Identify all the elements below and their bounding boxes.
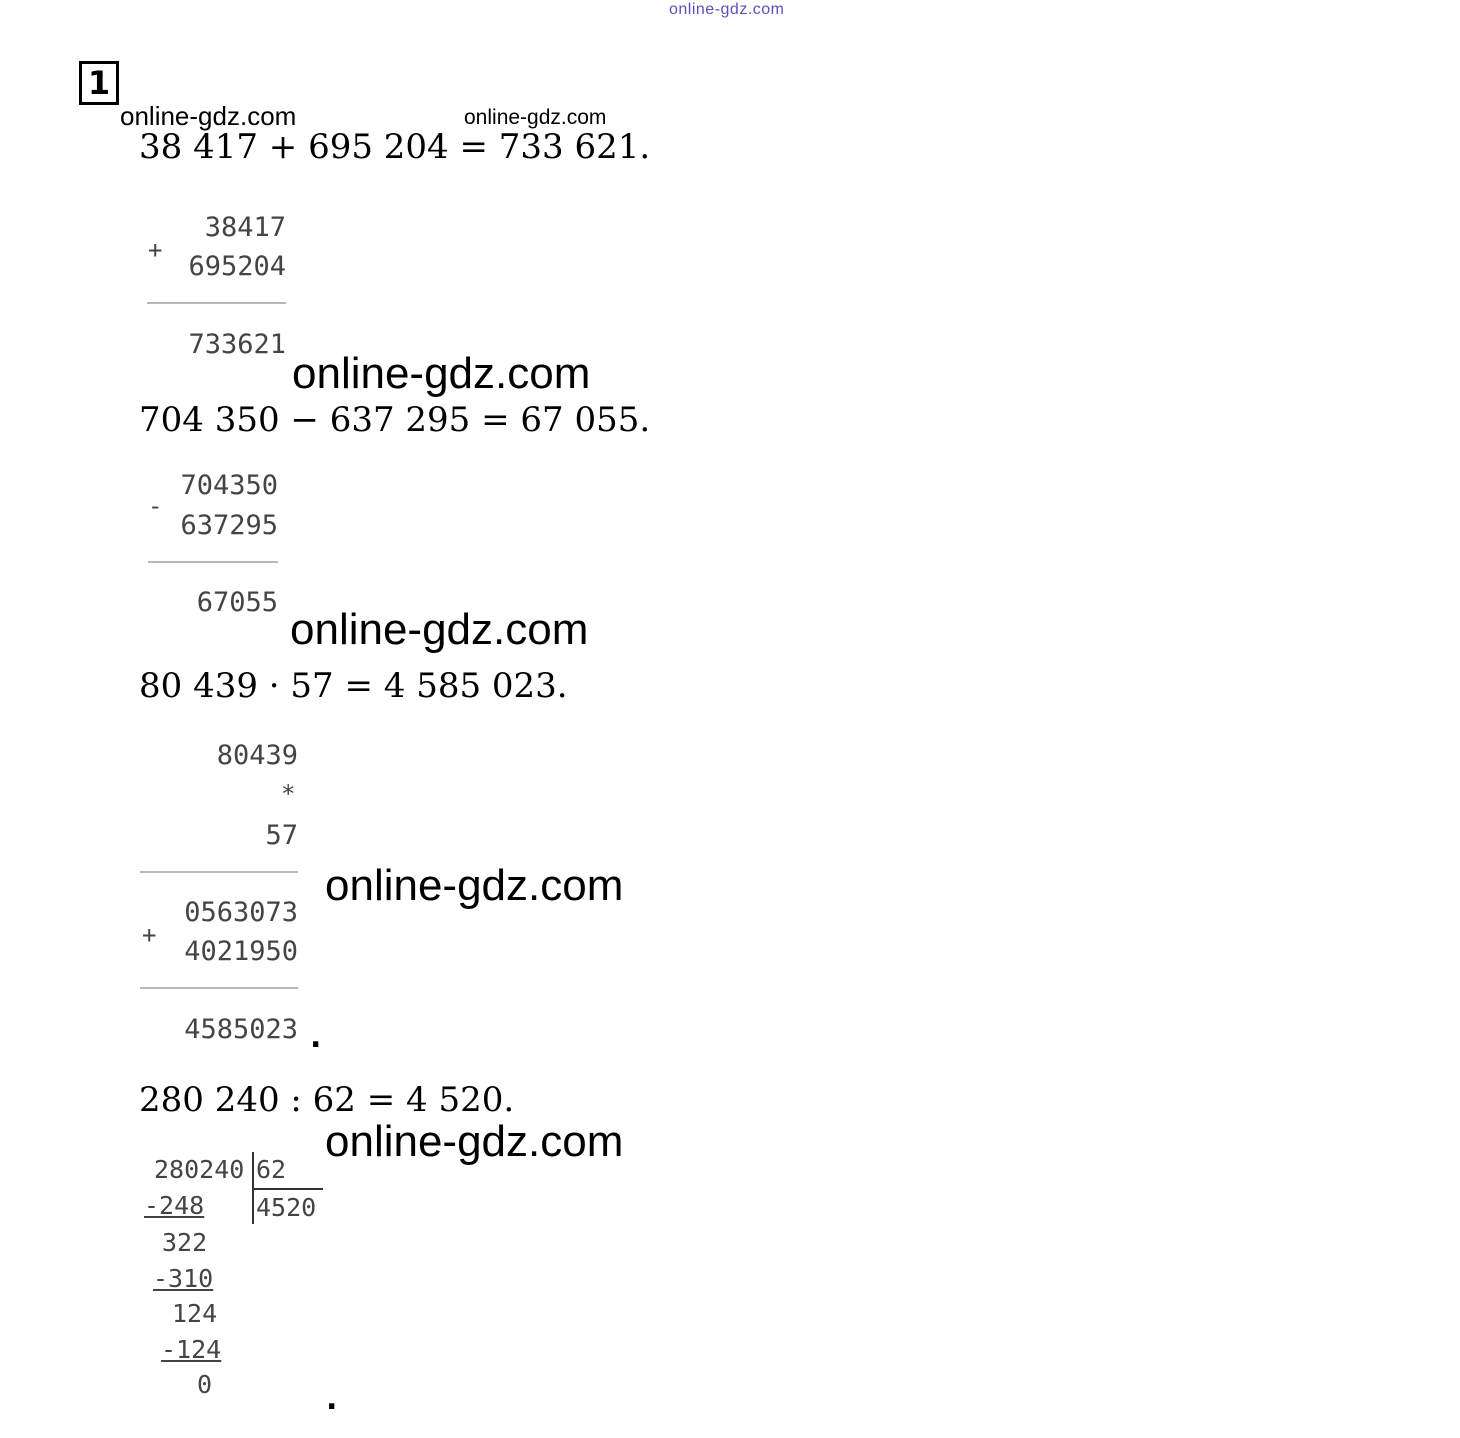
division-end-dot: . bbox=[326, 1382, 338, 1417]
subtraction-operand-a: 704350 bbox=[180, 470, 278, 501]
header-watermark: online-gdz.com bbox=[669, 1, 785, 18]
multiplication-partial-1: 0563073 bbox=[184, 897, 298, 928]
multiplication-add-operator: + bbox=[142, 921, 157, 949]
division-dividend: 280240 bbox=[154, 1155, 245, 1184]
division-step: -310 bbox=[153, 1264, 214, 1293]
multiplication-equation: 80 439 · 57 = 4 585 023. bbox=[139, 666, 568, 706]
division-step: 0 bbox=[197, 1370, 213, 1399]
division-horizontal-bar bbox=[253, 1188, 323, 1190]
multiplication-operator: * bbox=[281, 780, 296, 808]
addition-operator: + bbox=[148, 236, 163, 264]
multiplication-partial-2: 4021950 bbox=[184, 936, 298, 967]
addition-result: 733621 bbox=[188, 329, 286, 360]
subtraction-operator: - bbox=[148, 492, 163, 520]
division-step: 322 bbox=[162, 1228, 208, 1257]
division-equation: 280 240 : 62 = 4 520. bbox=[139, 1080, 515, 1120]
subtraction-operand-b: 637295 bbox=[180, 510, 278, 541]
multiplication-operand-a: 80439 bbox=[216, 740, 298, 771]
addition-rule bbox=[147, 302, 286, 304]
multiplication-operand-b: 57 bbox=[265, 820, 298, 851]
multiplication-rule-2 bbox=[140, 987, 298, 989]
watermark-text: online-gdz.com bbox=[120, 101, 297, 131]
watermark-text: online-gdz.com bbox=[325, 861, 624, 910]
subtraction-rule bbox=[148, 561, 278, 563]
addition-equation: 38 417 + 695 204 = 733 621. bbox=[139, 127, 651, 167]
watermark-text: online-gdz.com bbox=[290, 605, 589, 654]
watermark-text: online-gdz.com bbox=[464, 106, 607, 129]
multiplication-rule-1 bbox=[140, 871, 298, 873]
division-step: -124 bbox=[161, 1335, 222, 1364]
task-number-box: 1 bbox=[79, 61, 119, 105]
division-divisor: 62 bbox=[256, 1155, 287, 1184]
division-step: 124 bbox=[172, 1299, 218, 1328]
addition-operand-a: 38417 bbox=[204, 212, 286, 243]
multiplication-result: 4585023 bbox=[184, 1014, 298, 1045]
multiplication-end-dot: . bbox=[310, 1020, 322, 1055]
division-quotient: 4520 bbox=[256, 1193, 317, 1222]
addition-operand-b: 695204 bbox=[188, 251, 286, 282]
watermark-text: online-gdz.com bbox=[325, 1117, 624, 1166]
division-step: -248 bbox=[144, 1191, 205, 1220]
watermark-text: online-gdz.com bbox=[292, 349, 591, 398]
subtraction-equation: 704 350 − 637 295 = 67 055. bbox=[139, 400, 651, 440]
subtraction-result: 67055 bbox=[196, 587, 278, 618]
